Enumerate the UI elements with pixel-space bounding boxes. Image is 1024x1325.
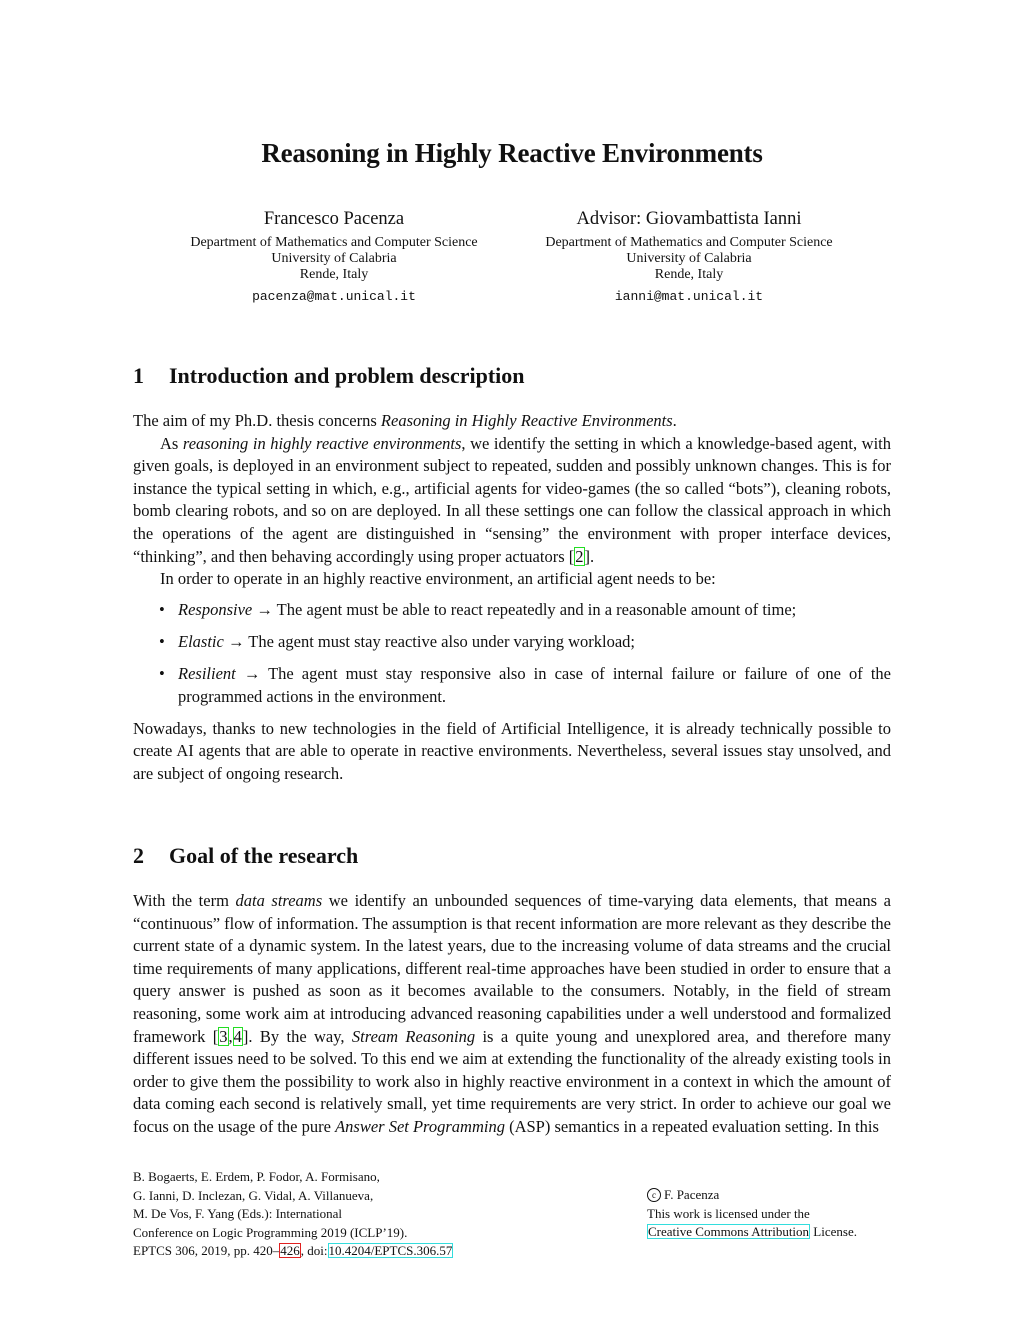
text: (ASP) semantics in a repeated evaluation setting. In this	[504, 1116, 879, 1136]
text: The agent must stay responsive also in case of internal failure or failure of one of the programmed actions in the environment.	[178, 663, 892, 706]
advisor-email[interactable]: ianni@mat.unical.it	[614, 289, 764, 304]
text: .	[672, 411, 677, 430]
paragraph	[133, 410, 891, 433]
arrow-icon: →	[243, 663, 261, 683]
author-block-student	[154, 207, 514, 305]
copyright-holder: F. Pacenza	[664, 1187, 720, 1202]
paragraph: In order to operate in an highly reactive environment, an artificial agent needs to be:	[160, 569, 716, 589]
author-block-advisor	[509, 207, 869, 305]
arrow-icon: →	[256, 599, 273, 619]
citation-link[interactable]: 4	[233, 1026, 242, 1046]
emphasis: reasoning in highly reactive environments	[182, 433, 462, 453]
text: , we identify the setting in which a knowledge-based agent, with given goals, is deployed in an environment subject to repeated, sudden and possibly unknown changes. This is for instance the typical setting in which, e.g., artificial agents for video-games (the so called “bots”), cleaning robots, bomb clearing robots, and so on are deployed. In all these settings one can follow the classical approach in which the operations of the agent are distinguished in “sensing” the environment with proper interface devices, “thinking”, and then behaving accordingly using proper actuators [	[133, 433, 891, 566]
eptcs-line	[133, 1242, 553, 1261]
text: , doi:	[300, 1243, 328, 1259]
citation-link[interactable]: 2	[575, 546, 584, 566]
paper-title: Reasoning in Highly Reactive Environments	[261, 138, 763, 168]
text: EPTCS 306, 2019, pp. 420–	[133, 1243, 280, 1259]
emphasis: Stream Reasoning	[351, 1026, 476, 1046]
editors-line: G. Ianni, D. Inclezan, G. Vidal, A. Villanueva,	[133, 1187, 374, 1203]
advisor-department: Department of Mathematics and Computer Science	[545, 235, 833, 250]
advisor-location: Rende, Italy	[654, 267, 724, 282]
author-department: Department of Mathematics and Computer Science	[190, 235, 478, 250]
advisor-university: University of Calabria	[626, 251, 752, 266]
bullet-icon: •	[159, 599, 165, 619]
author-location: Rende, Italy	[299, 267, 369, 282]
paragraph	[133, 433, 891, 569]
license-line: This work is licensed under the	[647, 1205, 810, 1221]
editors-line: B. Bogaerts, E. Erdem, P. Fodor, A. Formisano,	[133, 1169, 380, 1184]
conference-line: Conference on Logic Programming 2019 (ICLP’19).	[133, 1224, 408, 1240]
text: we identify an unbounded sequences of time-varying data elements, that means a “continuous” flow of information. The assumption is that recent information are more relevant as they describe the current state of a dynamic system. In the latest years, due to the increasing volume of data streams and the crucial time requirements of many applications, different real-time approaches have been studied in order to ensure that a query answer is pushed as soon as it becomes available to the consumers. Notably, in the field of stream reasoning, some work aim at introducing advanced reasoning capabilities under a well understood and formalized framework [	[133, 891, 892, 1046]
copyright-icon: c	[647, 1188, 661, 1202]
text: License.	[810, 1224, 857, 1240]
author-email[interactable]: pacenza@mat.unical.it	[252, 289, 416, 304]
license-info	[647, 1186, 927, 1242]
text: The agent must be able to react repeatedly and in a reasonable amount of time;	[272, 599, 797, 619]
arrow-icon: →	[227, 631, 245, 651]
emphasis: data streams	[235, 891, 323, 910]
list-item	[133, 663, 891, 708]
section-1-body	[133, 410, 891, 785]
section-2-heading	[133, 843, 358, 869]
paragraph	[133, 890, 891, 1139]
text: With the term	[133, 891, 236, 910]
section-number: 2	[133, 843, 144, 868]
author-university: University of Calabria	[271, 251, 397, 266]
text: The aim of my Ph.D. thesis concerns	[133, 411, 381, 430]
section-1-heading	[133, 363, 525, 389]
text: ].	[584, 546, 595, 566]
text: As	[160, 433, 183, 453]
text: The agent must stay reactive also under varying workload;	[244, 631, 635, 651]
bullet-icon: •	[159, 663, 165, 683]
term: Resilient	[178, 663, 236, 683]
bullet-icon: •	[159, 631, 165, 651]
term: Responsive	[178, 599, 253, 619]
section-title: Introduction and problem description	[169, 363, 525, 388]
advisor-name: Advisor: Giovambattista Ianni	[576, 209, 802, 229]
section-number: 1	[133, 363, 144, 388]
editors-line: M. De Vos, F. Yang (Eds.): International	[133, 1206, 343, 1222]
term: Elastic	[178, 631, 224, 651]
copyright-line	[647, 1186, 927, 1205]
text: is a quite young and unexplored area, and therefore many different issues need to be solved. To this end we aim at extending the functionality of the already existing tools in order to give them the possibility to work also in highly reactive environment in a context in which the amount of data coming each second is relatively small, yet time requirements are very strict. In order to achieve our goal we focus on the usage of the pure	[133, 1026, 891, 1136]
citation-link[interactable]: 3	[219, 1026, 228, 1046]
emphasis: Reasoning in Highly Reactive Environments	[380, 411, 673, 430]
section-title: Goal of the research	[169, 843, 359, 868]
emphasis: Answer Set Programming	[335, 1116, 505, 1136]
last-page-link[interactable]: 426	[280, 1243, 300, 1259]
text: ]. By the way,	[242, 1026, 352, 1046]
list-item	[133, 631, 891, 654]
paragraph: Nowadays, thanks to new technologies in the field of Artificial Intelligence, it is already technically possible to create AI agents that are able to operate in reactive environments. Nevertheless, several issues stay unsolved, and are subject of ongoing research.	[133, 718, 891, 783]
author-name: Francesco Pacenza	[263, 209, 405, 229]
publication-info	[133, 1168, 553, 1261]
list-item	[133, 599, 891, 622]
doi-link[interactable]: 10.4204/EPTCS.306.57	[328, 1243, 453, 1259]
text: ,	[228, 1026, 233, 1046]
section-2-body	[133, 890, 891, 1139]
cc-license-link[interactable]: Creative Commons Attribution	[648, 1224, 810, 1240]
license-link-line	[647, 1223, 927, 1242]
requirements-list	[133, 599, 891, 708]
